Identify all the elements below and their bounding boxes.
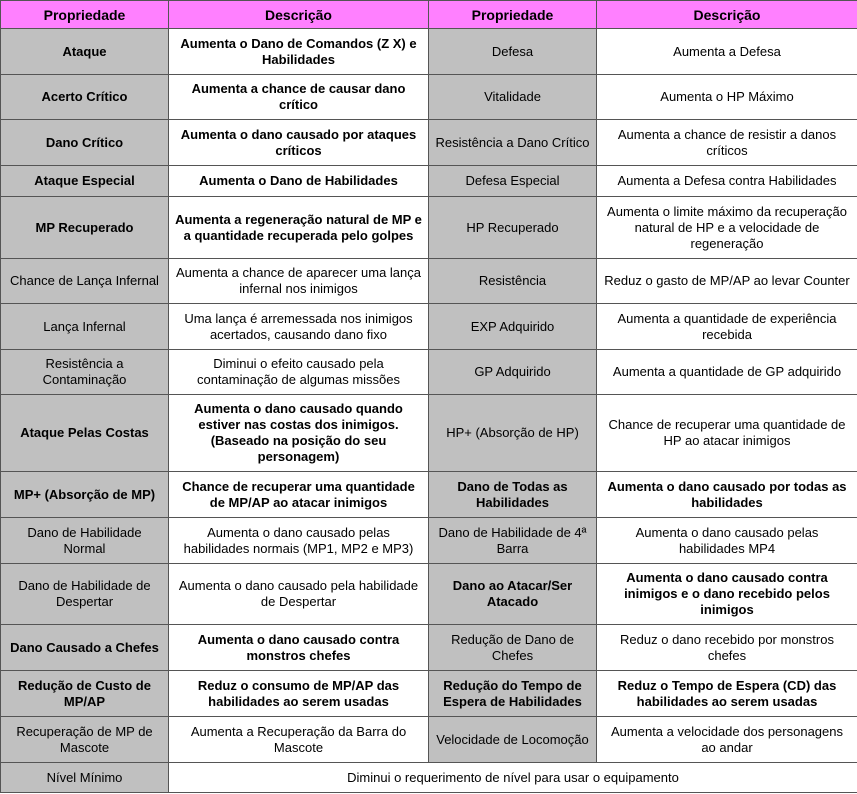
property-cell: Defesa Especial xyxy=(429,166,597,197)
table-row xyxy=(1,472,857,518)
description-cell: Aumenta o dano causado pelas habilidades MP4 xyxy=(597,518,857,564)
table-row xyxy=(1,304,857,350)
description-cell: Reduz o dano recebido por monstros chefes xyxy=(597,625,857,671)
property-cell: EXP Adquirido xyxy=(429,304,597,350)
property-cell: Dano Crítico xyxy=(1,120,169,166)
description-cell: Chance de recuperar uma quantidade de HP ao atacar inimigos xyxy=(597,395,857,472)
header-description-1: Descrição xyxy=(169,1,429,29)
table-row xyxy=(1,197,857,259)
property-cell: Velocidade de Locomoção xyxy=(429,717,597,763)
property-cell: MP Recuperado xyxy=(1,197,169,259)
description-cell: Diminui o efeito causado pela contaminação de algumas missões xyxy=(169,350,429,395)
property-cell: Lança Infernal xyxy=(1,304,169,350)
description-cell: Aumenta o dano causado contra inimigos e o dano recebido pelos inimigos xyxy=(597,564,857,625)
property-cell: HP Recuperado xyxy=(429,197,597,259)
table-row xyxy=(1,75,857,120)
table-row xyxy=(1,625,857,671)
property-cell: Ataque Pelas Costas xyxy=(1,395,169,472)
description-cell: Reduz o consumo de MP/AP das habilidades ao serem usadas xyxy=(169,671,429,717)
description-cell: Aumenta a velocidade dos personagens ao andar xyxy=(597,717,857,763)
description-cell: Aumenta a quantidade de experiência recebida xyxy=(597,304,857,350)
table-row xyxy=(1,166,857,197)
description-cell: Aumenta o dano causado por todas as habilidades xyxy=(597,472,857,518)
description-cell: Aumenta a chance de causar dano crítico xyxy=(169,75,429,120)
table-row xyxy=(1,259,857,304)
description-cell: Aumenta o Dano de Comandos (Z X) e Habilidades xyxy=(169,29,429,75)
description-cell: Aumenta a chance de aparecer uma lança infernal nos inimigos xyxy=(169,259,429,304)
header-row xyxy=(1,1,857,29)
description-cell: Aumenta a regeneração natural de MP e a quantidade recuperada pelo golpes xyxy=(169,197,429,259)
description-cell: Aumenta o limite máximo da recuperação natural de HP e a velocidade de regeneração xyxy=(597,197,857,259)
table-row xyxy=(1,717,857,763)
property-cell: Nível Mínimo xyxy=(1,763,169,793)
description-cell: Aumenta o dano causado contra monstros chefes xyxy=(169,625,429,671)
property-cell: Ataque xyxy=(1,29,169,75)
table-row xyxy=(1,120,857,166)
property-cell: Dano de Habilidade de Despertar xyxy=(1,564,169,625)
table-row xyxy=(1,350,857,395)
property-cell: GP Adquirido xyxy=(429,350,597,395)
property-cell: Dano de Habilidade Normal xyxy=(1,518,169,564)
description-cell: Aumenta a Defesa xyxy=(597,29,857,75)
description-cell: Aumenta o dano causado por ataques críticos xyxy=(169,120,429,166)
table-row-last xyxy=(1,763,857,793)
property-cell: Defesa xyxy=(429,29,597,75)
description-cell: Aumenta o dano causado quando estiver nas costas dos inimigos. (Baseado na posição do seu personagem) xyxy=(169,395,429,472)
property-cell: Chance de Lança Infernal xyxy=(1,259,169,304)
property-cell: Dano de Habilidade de 4ª Barra xyxy=(429,518,597,564)
description-cell-wide: Diminui o requerimento de nível para usar o equipamento xyxy=(169,763,857,793)
property-cell: Dano de Todas as Habilidades xyxy=(429,472,597,518)
property-cell: Resistência a Contaminação xyxy=(1,350,169,395)
property-cell: Resistência a Dano Crítico xyxy=(429,120,597,166)
description-cell: Aumenta o HP Máximo xyxy=(597,75,857,120)
property-cell: Resistência xyxy=(429,259,597,304)
description-cell: Aumenta a Defesa contra Habilidades xyxy=(597,166,857,197)
property-cell: Recuperação de MP de Mascote xyxy=(1,717,169,763)
property-cell: Redução de Custo de MP/AP xyxy=(1,671,169,717)
description-cell: Aumenta a chance de resistir a danos críticos xyxy=(597,120,857,166)
header-property-2: Propriedade xyxy=(429,1,597,29)
description-cell: Aumenta o dano causado pelas habilidades normais (MP1, MP2 e MP3) xyxy=(169,518,429,564)
description-cell: Aumenta a quantidade de GP adquirido xyxy=(597,350,857,395)
table-row xyxy=(1,518,857,564)
property-cell: Redução do Tempo de Espera de Habilidades xyxy=(429,671,597,717)
header-description-2: Descrição xyxy=(597,1,857,29)
description-cell: Chance de recuperar uma quantidade de MP/AP ao atacar inimigos xyxy=(169,472,429,518)
table-row xyxy=(1,671,857,717)
property-cell: Dano Causado a Chefes xyxy=(1,625,169,671)
description-cell: Uma lança é arremessada nos inimigos acertados, causando dano fixo xyxy=(169,304,429,350)
property-cell: Ataque Especial xyxy=(1,166,169,197)
header-property-1: Propriedade xyxy=(1,1,169,29)
description-cell: Aumenta a Recuperação da Barra do Mascote xyxy=(169,717,429,763)
property-cell: Vitalidade xyxy=(429,75,597,120)
property-cell: MP+ (Absorção de MP) xyxy=(1,472,169,518)
table-row xyxy=(1,29,857,75)
property-cell: Acerto Crítico xyxy=(1,75,169,120)
description-cell: Reduz o gasto de MP/AP ao levar Counter xyxy=(597,259,857,304)
description-cell: Aumenta o dano causado pela habilidade de Despertar xyxy=(169,564,429,625)
table-row xyxy=(1,564,857,625)
description-cell: Aumenta o Dano de Habilidades xyxy=(169,166,429,197)
property-cell: Redução de Dano de Chefes xyxy=(429,625,597,671)
table-row xyxy=(1,395,857,472)
property-cell: HP+ (Absorção de HP) xyxy=(429,395,597,472)
property-cell: Dano ao Atacar/Ser Atacado xyxy=(429,564,597,625)
description-cell: Reduz o Tempo de Espera (CD) das habilidades ao serem usadas xyxy=(597,671,857,717)
